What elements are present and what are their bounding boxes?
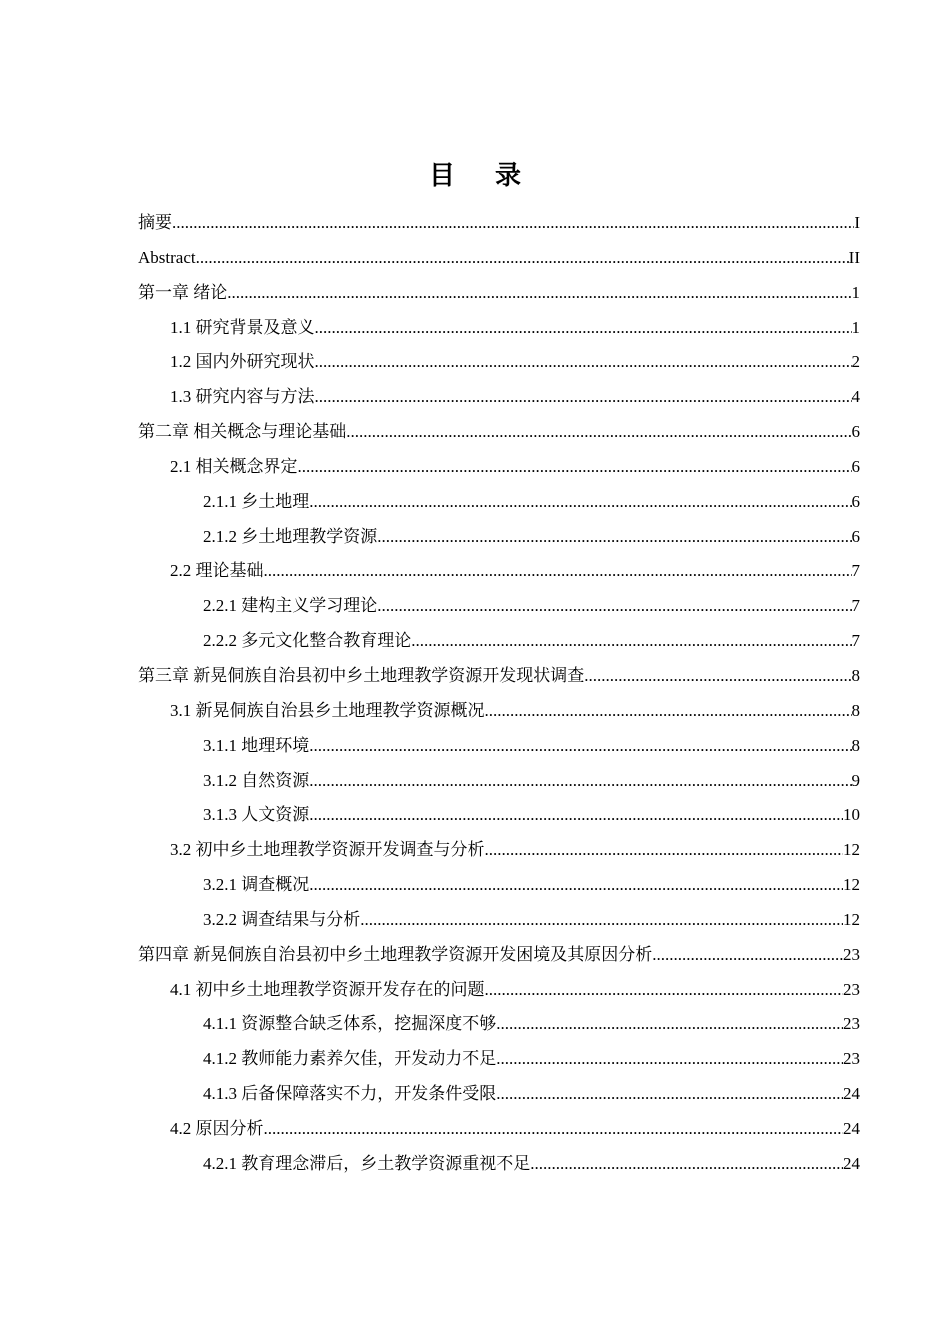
toc-entry-label: 4.2.1 教育理念滞后，乡土教学资源重视不足 [203,1153,531,1173]
toc-entry-label: Abstract [138,247,196,267]
dot-leader [196,241,849,276]
toc-entry[interactable] [138,1042,860,1077]
dot-leader [485,694,852,729]
toc-entry[interactable] [138,520,860,555]
toc-page-number: 24 [843,1153,860,1173]
toc-entry[interactable] [138,798,860,833]
toc-page-number: 7 [851,596,860,616]
toc-entry[interactable] [138,833,860,868]
toc-page-number: 8 [851,735,860,755]
toc-entry-label: 1.3 研究内容与方法 [170,387,315,407]
toc-page-number: 4 [851,387,860,407]
toc-page-number: 24 [843,1084,860,1104]
toc-entry[interactable] [138,1007,860,1042]
toc-entry[interactable] [138,276,860,311]
toc-entry[interactable] [138,694,860,729]
dot-leader [309,485,851,520]
dot-leader [309,764,851,799]
toc-page-number: 23 [843,1014,860,1034]
dot-leader [264,554,852,589]
toc-page-number: 1 [851,282,860,302]
table-of-contents [138,206,860,1182]
toc-page-number: 6 [851,422,860,442]
toc-entry[interactable] [138,868,860,903]
dot-leader [496,1042,843,1077]
dot-leader [309,729,851,764]
dot-leader [485,833,844,868]
dot-leader [309,868,843,903]
toc-entry[interactable] [138,554,860,589]
dot-leader [377,589,851,624]
toc-entry-label: 第四章 新晃侗族自治县初中乡土地理教学资源开发困境及其原因分析 [138,944,653,964]
toc-entry[interactable] [138,1147,860,1182]
toc-entry-label: 4.1.1 资源整合缺乏体系，挖掘深度不够 [203,1014,497,1034]
toc-page-number: 8 [851,700,860,720]
toc-page-number: 7 [851,631,860,651]
toc-page-number: 12 [843,909,860,929]
toc-page-number: 7 [851,561,860,581]
toc-page-number: 6 [851,526,860,546]
toc-entry-label: 第二章 相关概念与理论基础 [138,422,347,442]
dot-leader [264,1112,844,1147]
toc-entry-label: 2.2.2 多元文化整合教育理论 [203,631,412,651]
toc-entry[interactable] [138,903,860,938]
toc-entry[interactable] [138,485,860,520]
toc-entry[interactable] [138,345,860,380]
toc-entry[interactable] [138,659,860,694]
dot-leader [315,311,852,346]
toc-entry-label: 2.2.1 建构主义学习理论 [203,596,378,616]
toc-entry[interactable] [138,589,860,624]
toc-entry-label: 3.2.1 调查概况 [203,875,310,895]
dot-leader [496,1077,843,1112]
toc-entry[interactable] [138,450,860,485]
toc-entry-label: 4.1.2 教师能力素养欠佳，开发动力不足 [203,1049,497,1069]
toc-entry-label: 4.1 初中乡土地理教学资源开发存在的问题 [170,979,485,999]
dot-leader [360,903,843,938]
toc-title: 目录 [428,161,561,191]
dot-leader [584,659,851,694]
toc-entry-label: 1.1 研究背景及意义 [170,317,315,337]
toc-entry-label: 3.1.3 人文资源 [203,805,310,825]
dot-leader [315,345,852,380]
toc-page-number: 2 [851,352,860,372]
dot-leader [377,520,851,555]
dot-leader [227,276,851,311]
dot-leader [411,624,851,659]
dot-leader [496,1007,843,1042]
toc-entry-label: 3.1 新晃侗族自治县乡土地理教学资源概况 [170,700,485,720]
toc-entry-label: 2.1.1 乡土地理 [203,491,310,511]
toc-entry[interactable] [138,973,860,1008]
toc-page-number: 9 [851,770,860,790]
toc-entry[interactable] [138,1112,860,1147]
toc-entry-label: 4.2 原因分析 [170,1118,264,1138]
dot-leader [485,973,844,1008]
toc-page-number: 8 [851,665,860,685]
toc-page-number: 6 [851,491,860,511]
toc-page-number: 6 [851,456,860,476]
toc-entry-label: 第三章 新晃侗族自治县初中乡土地理教学资源开发现状调查 [138,665,585,685]
dot-leader [309,798,843,833]
dot-leader [530,1147,843,1182]
toc-page-number: 24 [843,1118,860,1138]
toc-entry[interactable] [138,1077,860,1112]
toc-entry-label: 4.1.3 后备保障落实不力，开发条件受限 [203,1084,497,1104]
toc-page-number: 12 [843,840,860,860]
toc-page-number: 1 [851,317,860,337]
toc-entry[interactable] [138,311,860,346]
toc-entry[interactable] [138,938,860,973]
toc-entry-label: 摘要 [138,213,172,232]
toc-page-number: II [848,247,860,267]
toc-entry-label: 2.2 理论基础 [170,561,264,581]
dot-leader [652,938,843,973]
toc-entry-label: 2.1.2 乡土地理教学资源 [203,526,378,546]
toc-page-number: 23 [843,944,860,964]
toc-entry[interactable] [138,729,860,764]
toc-entry[interactable] [138,206,860,241]
toc-page-number: 10 [843,805,860,825]
toc-page-number: 23 [843,979,860,999]
toc-page-number: 23 [843,1049,860,1069]
toc-entry[interactable] [138,624,860,659]
toc-entry-label: 3.1.2 自然资源 [203,770,310,790]
dot-leader [315,380,852,415]
toc-page-number: 12 [843,875,860,895]
toc-entry-label: 2.1 相关概念界定 [170,456,298,476]
toc-entry-label: 3.1.1 地理环境 [203,735,310,755]
toc-entry-label: 第一章 绪论 [138,282,228,302]
toc-entry[interactable] [138,764,860,799]
toc-page-number: I [854,213,860,232]
toc-entry-label: 1.2 国内外研究现状 [170,352,315,372]
toc-entry[interactable] [138,380,860,415]
toc-entry-label: 3.2.2 调查结果与分析 [203,909,361,929]
dot-leader [298,450,852,485]
toc-entry[interactable] [138,241,860,276]
dot-leader [346,415,851,450]
toc-entry[interactable] [138,415,860,450]
dot-leader [172,206,854,241]
toc-entry-label: 3.2 初中乡土地理教学资源开发调查与分析 [170,840,485,860]
